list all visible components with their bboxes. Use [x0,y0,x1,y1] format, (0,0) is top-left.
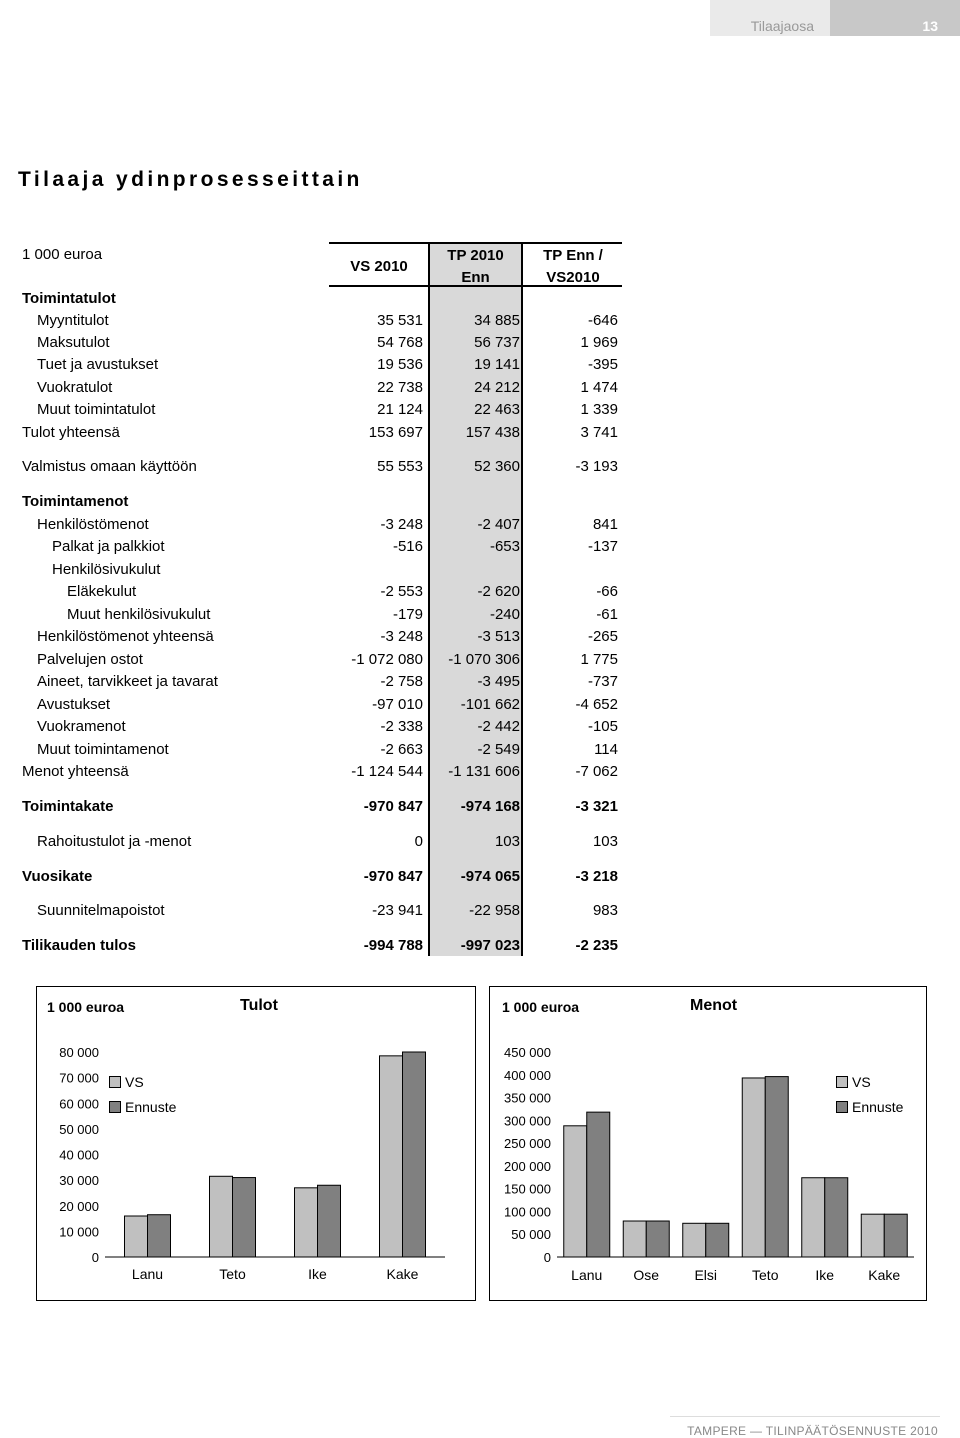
row-label: Henkilösivukulut [52,561,161,578]
chart-menot-plot [490,987,926,1300]
row-value: -994 788 [363,937,423,954]
row-value: 1 474 [580,379,618,396]
bar-ennuste [765,1077,788,1257]
row-label: Palvelujen ostot [37,651,143,668]
bar-vs [623,1221,646,1257]
bar-vs [210,1176,233,1257]
row-value: -970 847 [363,798,423,815]
bar-ennuste [706,1223,729,1257]
row-label: Muut henkilösivukulut [67,606,211,623]
y-tick-label: 0 [91,1250,99,1265]
footer-rule [670,1416,940,1417]
x-tick-label: Ose [633,1267,660,1283]
x-tick-label: Teto [752,1267,779,1283]
row-value: 21 124 [377,401,423,418]
legend-label-ennuste: Ennuste [852,1099,904,1115]
row-label: Myyntitulot [37,312,109,329]
row-value: -240 [489,606,520,623]
y-tick-label: 200 000 [504,1158,551,1174]
chart-title: Menot [690,997,738,1014]
y-tick-label: 40 000 [59,1147,99,1163]
row-label: Vuokramenot [37,718,126,735]
chart-unit: 1 000 euroa [502,999,580,1015]
row-value: -3 248 [380,516,423,533]
table-row [0,354,630,376]
table-row [0,456,630,478]
row-value: 1 775 [580,651,618,668]
row-value: -22 958 [469,902,520,919]
chart-tulot [36,986,476,1301]
row-label: Aineet, tarvikkeet ja tavarat [37,673,218,690]
table-row [0,514,630,536]
col-header-diff [523,245,623,289]
x-tick-label: Ike [308,1266,327,1282]
row-value: -1 124 544 [351,763,423,780]
row-value: -970 847 [363,868,423,885]
footer-text: TAMPERE — TILINPÄÄTÖSENNUSTE 2010 [687,1424,938,1438]
row-value: -395 [587,356,618,373]
row-value: -2 235 [575,937,618,954]
row-label: Toimintakate [22,798,114,815]
table-row [0,399,630,421]
row-value: -2 553 [380,583,423,600]
row-label: Tilikauden tulos [22,937,136,954]
section-tab [710,0,830,36]
row-value: 24 212 [474,379,520,396]
legend-swatch-ennuste [109,1101,121,1113]
row-value: -737 [587,673,618,690]
row-value: -2 442 [477,718,520,735]
row-label: Henkilöstömenot yhteensä [37,628,214,645]
bar-ennuste [148,1215,171,1257]
y-tick-label: 400 000 [504,1067,551,1083]
y-tick-label: 80 000 [59,1045,99,1060]
table-row [0,581,630,603]
y-tick-label: 60 000 [59,1096,99,1112]
row-value: 54 768 [377,334,423,351]
x-tick-label: Kake [386,1266,419,1282]
col-header-line: VS 2010 [350,258,408,275]
page-number: 13 [922,18,938,34]
row-value: 22 738 [377,379,423,396]
row-value: -3 193 [575,458,618,475]
col-header-line: TP Enn / [543,247,603,264]
row-value: -1 131 606 [448,763,520,780]
y-tick-label: 50 000 [511,1227,551,1243]
legend-swatch-ennuste [836,1101,848,1113]
row-label: Tuet ja avustukset [37,356,159,373]
row-value: -3 495 [477,673,520,690]
row-value: 841 [592,516,618,533]
row-value: 3 741 [580,424,618,441]
row-value: -2 620 [477,583,520,600]
row-value: 34 885 [474,312,520,329]
table-row [0,604,630,626]
bar-vs [564,1126,587,1257]
y-tick-label: 10 000 [59,1224,99,1240]
legend-vs [109,1074,144,1090]
row-value: -2 407 [477,516,520,533]
bar-ennuste [587,1112,610,1257]
bar-ennuste [646,1221,669,1257]
y-tick-label: 0 [543,1250,551,1265]
row-label: Eläkekulut [67,583,137,600]
chart-title: Tulot [240,997,278,1014]
bar-ennuste [233,1178,256,1257]
x-tick-label: Ike [815,1267,835,1283]
row-value: -61 [596,606,618,623]
row-value: 22 463 [474,401,520,418]
row-value: 103 [494,833,520,850]
section-label: Tilaajaosa [750,18,814,34]
row-label: Muut toimintatulot [37,401,156,418]
table-row [0,761,630,783]
y-tick-label: 100 000 [504,1204,551,1220]
y-tick-label: 300 000 [504,1113,551,1129]
y-tick-label: 450 000 [504,1045,551,1060]
row-label: Maksutulot [37,334,110,351]
table-row [0,288,630,310]
legend-label-ennuste: Ennuste [125,1099,177,1115]
y-tick-label: 30 000 [59,1173,99,1189]
col-header-line: VS2010 [546,269,600,286]
table-row [0,935,630,957]
table-unit: 1 000 euroa [22,246,103,263]
y-tick-label: 70 000 [59,1070,99,1086]
row-value: -646 [587,312,618,329]
row-value: -3 218 [575,868,618,885]
table-row [0,332,630,354]
bar-vs [683,1223,706,1257]
legend-label-vs: VS [125,1074,144,1090]
row-label: Suunnitelmapoistot [37,902,165,919]
bar-vs [295,1188,318,1257]
row-label: Henkilöstömenot [37,516,149,533]
x-tick-label: Kake [868,1267,901,1283]
x-tick-label: Elsi [694,1267,718,1283]
legend-swatch-vs [836,1076,848,1088]
y-tick-label: 350 000 [504,1090,551,1106]
row-value: -997 023 [460,937,520,954]
table-top-rule [329,242,622,244]
bar-vs [125,1216,148,1257]
row-value: -97 010 [372,696,423,713]
bar-vs [861,1214,884,1257]
row-value: -3 321 [575,798,618,815]
row-value: 55 553 [377,458,423,475]
row-label: Tulot yhteensä [22,424,120,441]
row-label: Vuosikate [22,868,93,885]
table-row [0,716,630,738]
legend-vs [836,1074,871,1090]
row-label: Muut toimintamenot [37,741,169,758]
row-value: 52 360 [474,458,520,475]
x-tick-label: Lanu [131,1266,164,1282]
row-label: Vuokratulot [37,379,113,396]
row-value: -137 [587,538,618,555]
bar-ennuste [318,1185,341,1257]
row-value: 35 531 [377,312,423,329]
chart-menot [489,986,927,1301]
row-value: 19 536 [377,356,423,373]
row-value: 983 [592,902,618,919]
y-tick-label: 150 000 [504,1181,551,1197]
table-row [0,866,630,888]
page-number-tab [830,0,960,36]
row-value: -974 065 [460,868,520,885]
legend-label-vs: VS [852,1074,871,1090]
col-header-line: TP 2010 [447,247,504,264]
row-value: -265 [587,628,618,645]
table-row [0,739,630,761]
bar-ennuste [825,1178,848,1257]
row-value: -2 549 [477,741,520,758]
row-value: -3 513 [477,628,520,645]
page-title: Tilaaja ydinprosesseittain [18,168,363,191]
col-header-vs2010 [330,256,428,278]
y-tick-label: 250 000 [504,1136,551,1152]
x-tick-label: Teto [219,1266,246,1282]
row-value: -516 [392,538,423,555]
bar-vs [802,1178,825,1257]
table-row [0,422,630,444]
col-header-line: Enn [461,269,490,286]
y-tick-label: 50 000 [59,1121,99,1137]
row-value: -974 168 [460,798,520,815]
row-value: -4 652 [575,696,618,713]
bar-ennuste [403,1052,426,1257]
chart-unit: 1 000 euroa [47,999,125,1015]
row-value: -2 338 [380,718,423,735]
row-value: -653 [489,538,520,555]
col-header-tp2010 [428,245,523,289]
legend-ennuste [109,1099,176,1115]
bar-vs [380,1056,403,1257]
row-label: Toimintamenot [22,493,129,510]
row-label: Toimintatulot [22,290,116,307]
y-tick-label: 20 000 [59,1198,99,1214]
table-row [0,831,630,853]
row-label: Avustukset [37,696,111,713]
row-label: Menot yhteensä [22,763,129,780]
row-value: 1 969 [580,334,618,351]
row-value: -2 663 [380,741,423,758]
table-row [0,310,630,332]
row-value: 103 [592,833,618,850]
table-row [0,559,630,581]
x-tick-label: Lanu [571,1267,603,1283]
row-value: 153 697 [368,424,423,441]
row-label: Rahoitustulot ja -menot [37,833,192,850]
table-row [0,626,630,648]
table-row [0,671,630,693]
row-value: -101 662 [460,696,520,713]
table-row [0,536,630,558]
row-value: 56 737 [474,334,520,351]
row-value: -23 941 [372,902,423,919]
row-value: -105 [587,718,618,735]
bar-vs [742,1078,765,1257]
row-value: 157 438 [465,424,520,441]
row-value: -7 062 [575,763,618,780]
table-row [0,377,630,399]
row-value: 0 [414,833,423,850]
table-row [0,649,630,671]
row-value: -3 248 [380,628,423,645]
row-value: -2 758 [380,673,423,690]
row-value: -179 [392,606,423,623]
row-value: -66 [596,583,618,600]
row-value: -1 072 080 [351,651,423,668]
row-value: -1 070 306 [448,651,520,668]
row-value: 19 141 [474,356,520,373]
row-value: 114 [594,741,618,758]
table-row [0,900,630,922]
row-value: 1 339 [580,401,618,418]
legend-swatch-vs [109,1076,121,1088]
chart-tulot-plot [37,987,475,1300]
table-row [0,694,630,716]
table-row [0,491,630,513]
table-row [0,796,630,818]
bar-ennuste [884,1214,907,1257]
row-label: Palkat ja palkkiot [52,538,165,555]
row-label: Valmistus omaan käyttöön [22,458,197,475]
legend-ennuste [836,1099,903,1115]
